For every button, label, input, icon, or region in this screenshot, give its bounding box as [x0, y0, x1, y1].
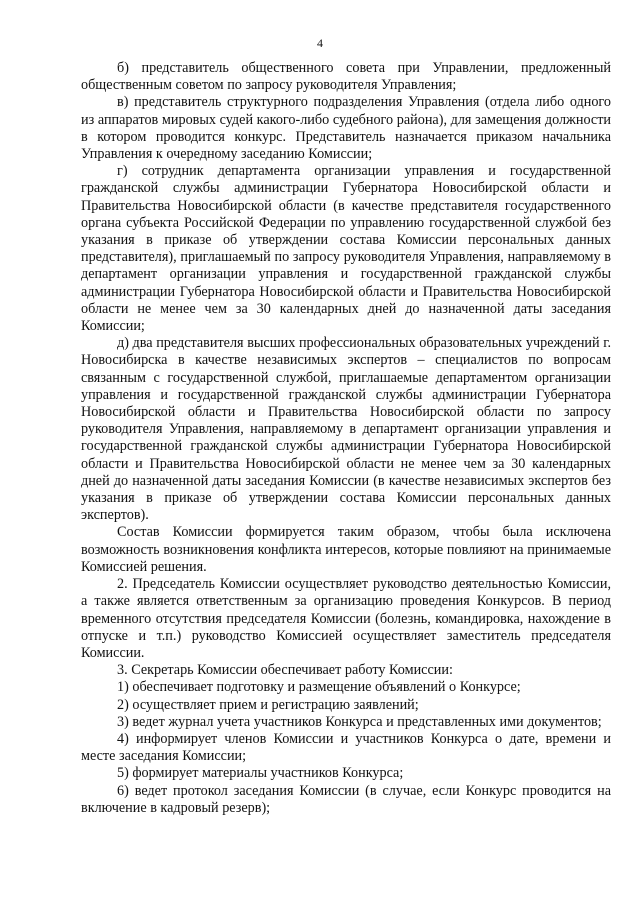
paragraph-v-structural-unit: в) представитель структурного подразделения Управления (отдела либо одного из аппаратов мировых судей какого-либо судебного района), для замещения должности в котором проводится конкурс. Представитель назначается приказом начальника Управления к очередному заседанию Комиссии; [81, 94, 611, 163]
paragraph-d-independent-experts: д) два представителя высших профессиональных образовательных учреждений г. Новосибирска в качестве независимых экспертов – специалистов по вопросам связанным с государственной службой, приглашаемые департаментом организации управления и государственной гражданской службы администрации Губернатора Новосибирской области и Правительства Новосибирской области по запросу руководителя Управления, направляемому в департамент организации управления и государственной гражданской службы администрации Губернатора Новосибирской области и Правительства Новосибирской области не менее чем за 30 календарных дней до назначенной даты заседания Комиссии (в качестве независимых экспертов без указания в приказе об утверждении состава Комиссии персональных данных экспертов). [81, 335, 611, 524]
paragraph-b-public-council: б) представитель общественного совета при Управлении, предложенный общественным советом по запросу руководителя Управления; [81, 60, 611, 94]
list-item-2: 2) осуществляет прием и регистрацию заявлений; [117, 696, 419, 713]
list-item-5: 5) формирует материалы участников Конкурса; [117, 765, 404, 782]
paragraph-commission-composition: Состав Комиссии формируется таким образом, чтобы была исключена возможность возникновения конфликта интересов, которые повлияют на принимаемые Комиссией решения. [81, 524, 611, 575]
list-item-4: 4) информирует членов Комиссии и участников Конкурса о дате, времени и месте заседания Комиссии; [81, 730, 611, 765]
paragraph-g-department-employee: г) сотрудник департамента организации управления и государственной гражданской службы администрации Губернатора Новосибирской области и Правительства Новосибирской области (в качестве представителя государственного органа субъекта Российской Федерации по управлению государственной службой без указания в приказе об утверждении состава Комиссии персональных данных представителя), приглашаемый по запросу руководителя Управления, направляемому в департамент организации управления и государственной гражданской службы администрации Губернатора Новосибирской области и Правительства Новосибирской области не менее чем за 30 календарных дней до назначенной даты заседания Комиссии; [81, 163, 611, 335]
paragraph-secretary: 3. Секретарь Комиссии обеспечивает работу Комиссии: [117, 662, 453, 679]
document-body [81, 60, 611, 817]
list-item-1: 1) обеспечивает подготовку и размещение объявлений о Конкурсе; [117, 679, 521, 696]
list-item-6: 6) ведет протокол заседания Комиссии (в случае, если Конкурс проводится на включение в кадровый резерв); [81, 782, 611, 816]
paragraph-chairman: 2. Председатель Комиссии осуществляет руководство деятельностью Комиссии, а также является ответственным за организацию проведения Конкурсов. В период временного отсутствия председателя Комиссии (болезнь, командировка, нахождение в отпуске и т.п.) руководство Комиссией осуществляет заместитель председателя Комиссии. [81, 576, 611, 661]
list-item-3: 3) ведет журнал учета участников Конкурса и представленных ими документов; [117, 713, 602, 730]
page-number: 4 [317, 36, 323, 50]
